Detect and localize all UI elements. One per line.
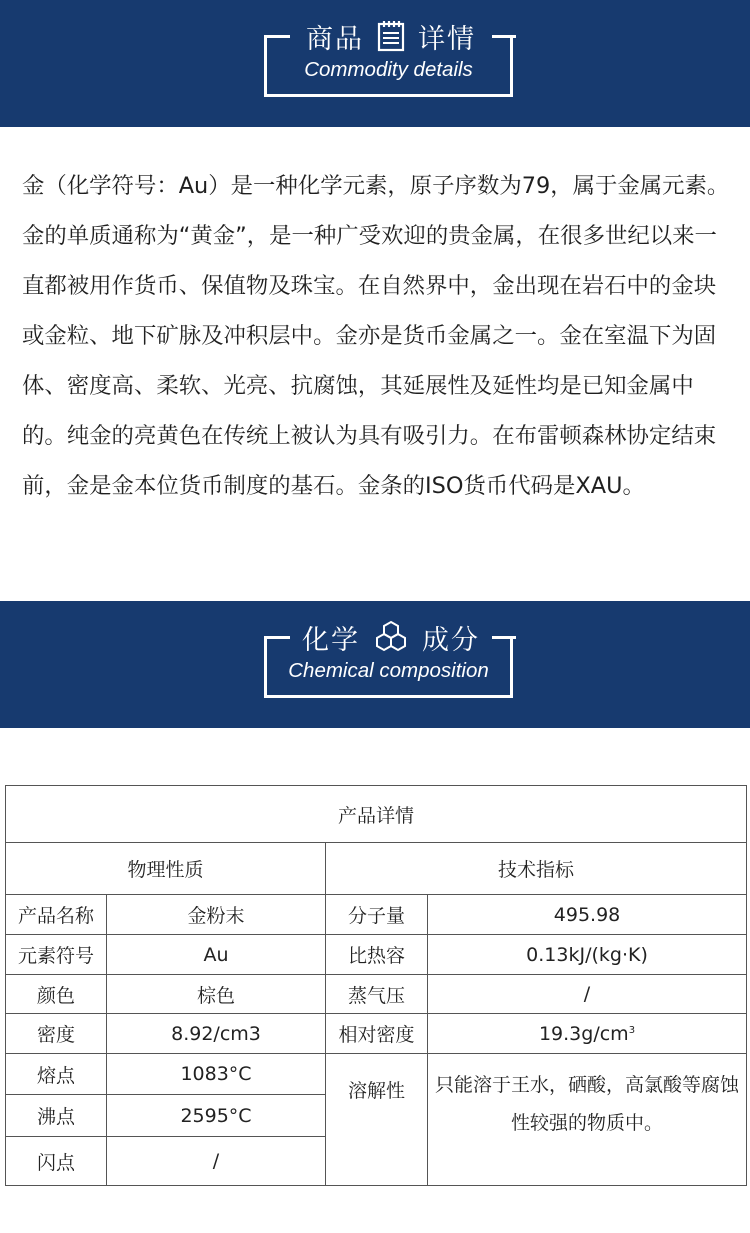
table-row xyxy=(6,975,747,1014)
property-label: 闪点 xyxy=(6,1137,107,1186)
banner-title-right: 成分 xyxy=(422,624,480,656)
table-row xyxy=(6,935,747,975)
banner-title-left: 商品 xyxy=(306,23,364,55)
property-label: 沸点 xyxy=(6,1095,107,1137)
spec-value: 0.13kJ/(kg·K) xyxy=(428,935,747,975)
spec-value: / xyxy=(428,975,747,1014)
banner-title-right: 详情 xyxy=(418,23,476,55)
banner-title xyxy=(290,615,492,659)
notepad-icon xyxy=(376,20,406,52)
property-label: 密度 xyxy=(6,1014,107,1054)
property-label: 颜色 xyxy=(6,975,107,1014)
frame-corner-left xyxy=(264,35,290,38)
property-value: 2595°C xyxy=(107,1095,326,1137)
table-row xyxy=(6,1014,747,1054)
solubility-value: 只能溶于王水，硒酸，高氯酸等腐蚀性较强的物质中。 xyxy=(428,1054,747,1186)
product-details-table xyxy=(5,785,747,1186)
header-physical-properties: 物理性质 xyxy=(6,843,326,895)
property-label: 元素符号 xyxy=(6,935,107,975)
property-value: 1083°C xyxy=(107,1054,326,1095)
spec-value: 495.98 xyxy=(428,895,747,935)
frame-corner-right xyxy=(492,636,516,639)
header-technical-specs: 技术指标 xyxy=(326,843,747,895)
banner-title-left: 化学 xyxy=(302,624,360,656)
table-row xyxy=(6,895,747,935)
banner-subtitle: Chemical composition xyxy=(288,659,489,682)
banner-subtitle: Commodity details xyxy=(304,58,473,81)
gold-description: 金（化学符号：Au）是一种化学元素，原子序数为79，属于金属元素。金的单质通称为“黄金”，是一种广受欢迎的贵金属，在很多世纪以来一直都被用作货币、保值物及珠宝。在自然界中，金出现在岩石中的金块或金粒、地下矿脉及冲积层中。金亦是货币金属之一。金在室温下为固体、密度高、柔软、光亮、抗腐蚀，其延展性及延性均是已知金属中的。纯金的亮黄色在传统上被认为具有吸引力。在布雷顿森林协定结束前，金是金本位货币制度的基石。金条的ISO货币代码是XAU。 xyxy=(22,173,730,499)
chemical-composition-banner xyxy=(0,601,750,728)
banner-title xyxy=(290,14,492,58)
cubic-superscript: 3 xyxy=(628,1024,636,1036)
property-value: 8.92/cm3 xyxy=(107,1014,326,1054)
property-label: 熔点 xyxy=(6,1054,107,1095)
table-caption: 产品详情 xyxy=(6,786,747,843)
property-value: / xyxy=(107,1137,326,1186)
property-value: 金粉末 xyxy=(107,895,326,935)
property-value: 棕色 xyxy=(107,975,326,1014)
table-row xyxy=(6,1054,747,1095)
molecule-icon xyxy=(372,620,410,654)
relative-density-value: 19.3g/cm xyxy=(538,1022,629,1045)
spec-label: 比热容 xyxy=(326,935,428,975)
property-value: Au xyxy=(107,935,326,975)
spec-value xyxy=(428,1014,747,1054)
spec-label: 溶解性 xyxy=(326,1054,428,1186)
spec-label: 相对密度 xyxy=(326,1014,428,1054)
property-label: 产品名称 xyxy=(6,895,107,935)
frame-corner-right xyxy=(492,35,516,38)
commodity-details-banner xyxy=(0,0,750,127)
spec-label: 分子量 xyxy=(326,895,428,935)
spec-label: 蒸气压 xyxy=(326,975,428,1014)
frame-corner-left xyxy=(264,636,290,639)
